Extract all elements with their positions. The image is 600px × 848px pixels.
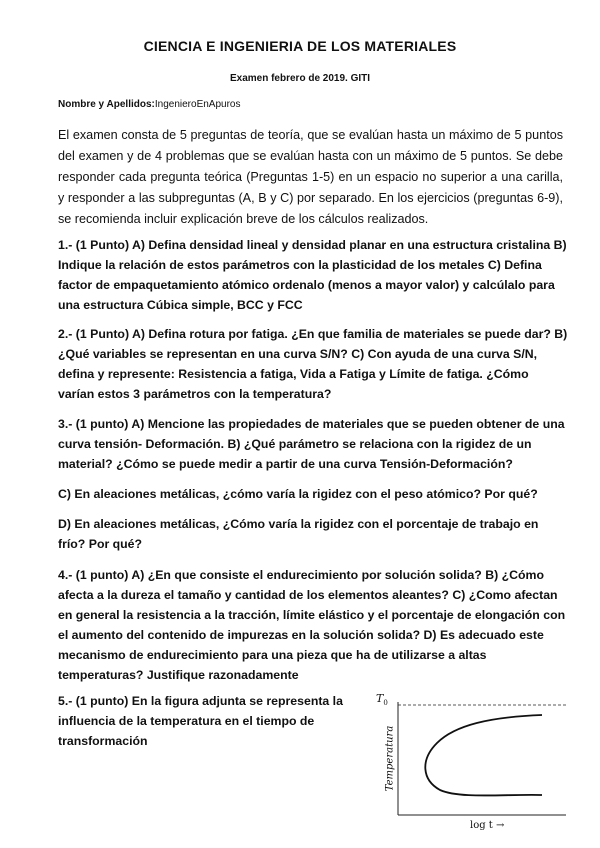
document-title: CIENCIA E INGENIERIA DE LOS MATERIALES [143, 38, 457, 54]
name-label: Nombre y Apellidos: [58, 99, 155, 110]
exam-instructions: El examen consta de 5 preguntas de teoría, que se evalúan hasta un máximo de 5 puntos del examen y de 4 problemas que se evalúan hasta con un máximo de 5 puntos. Se debe responder cada pregunta teórica (Preguntas 1-5) en un espacio no superior a una carilla, y responder a las subpreguntas (A, B y C) por separado. En los ejercicios (preguntas 6-9), se recomienda incluir explicación breve de los cálculos realizados. [58, 128, 563, 226]
name-line [58, 99, 241, 110]
question-3d: D) En aleaciones metálicas, ¿Cómo varía la rigidez con el porcentaje de trabajo en frío? Por qué? [58, 517, 539, 551]
question-3: 3.- (1 punto) A) Mencione las propiedades de materiales que se pueden obtener de una curva tensión- Deformación. B) ¿Qué parámetro se relaciona con la rigidez de un material? ¿Cómo se puede medir a partir de una curva Tensión-Deformación? [58, 417, 565, 471]
exam-subtitle: Examen febrero de 2019. GITI [229, 73, 371, 84]
name-value: IngenieroEnApuros [154, 99, 241, 110]
ttt-diagram [370, 688, 570, 836]
question-3c: C) En aleaciones metálicas, ¿cómo varía la rigidez con el peso atómico? Por qué? [58, 487, 538, 501]
question-5: 5.- (1 punto) En la figura adjunta se representa la influencia de la temperatura en el tiempo de transformación [58, 694, 343, 748]
transformation-curve [425, 715, 542, 796]
t0-label: $T_0$ [376, 692, 388, 708]
y-axis-label: Temperatura [384, 725, 396, 792]
question-4: 4.- (1 punto) A) ¿En que consiste el endurecimiento por solución solida? B) ¿Cómo afecta a la dureza el tamaño y cantidad de los elementos aleantes? C) ¿Como afectan en general la resistencia a la tracción, límite elástico y el porcentaje de elongación con el aumento del contenido de impurezas en la solución solida? D) Es adecuado este mecanismo de endurecimiento para una pieza que ha de utilizarse a altas temperaturas? Justifique razonadamente [58, 568, 566, 682]
question-2: 2.- (1 Punto) A) Defina rotura por fatiga. ¿En que familia de materiales se puede dar? B) ¿Qué variables se representan en una curva S/N? C) Con ayuda de una curva S/N, defina y represente: Resistencia a fatiga, Vida a Fatiga y Límite de fatiga. ¿Cómo varían estos 3 parámetros con la temperatura? [58, 327, 568, 401]
x-axis-label: log t → [470, 820, 505, 831]
question-1: 1.- (1 Punto) A) Defina densidad lineal y densidad planar en una estructura cristalina B) Indique la relación de estos parámetros con la plasticidad de los metales C) Defina factor de empaquetamiento atómico ordenalo (menos a mayor valor) y calcúlalo para una estructura Cúbica simple, BCC y FCC [58, 238, 567, 312]
